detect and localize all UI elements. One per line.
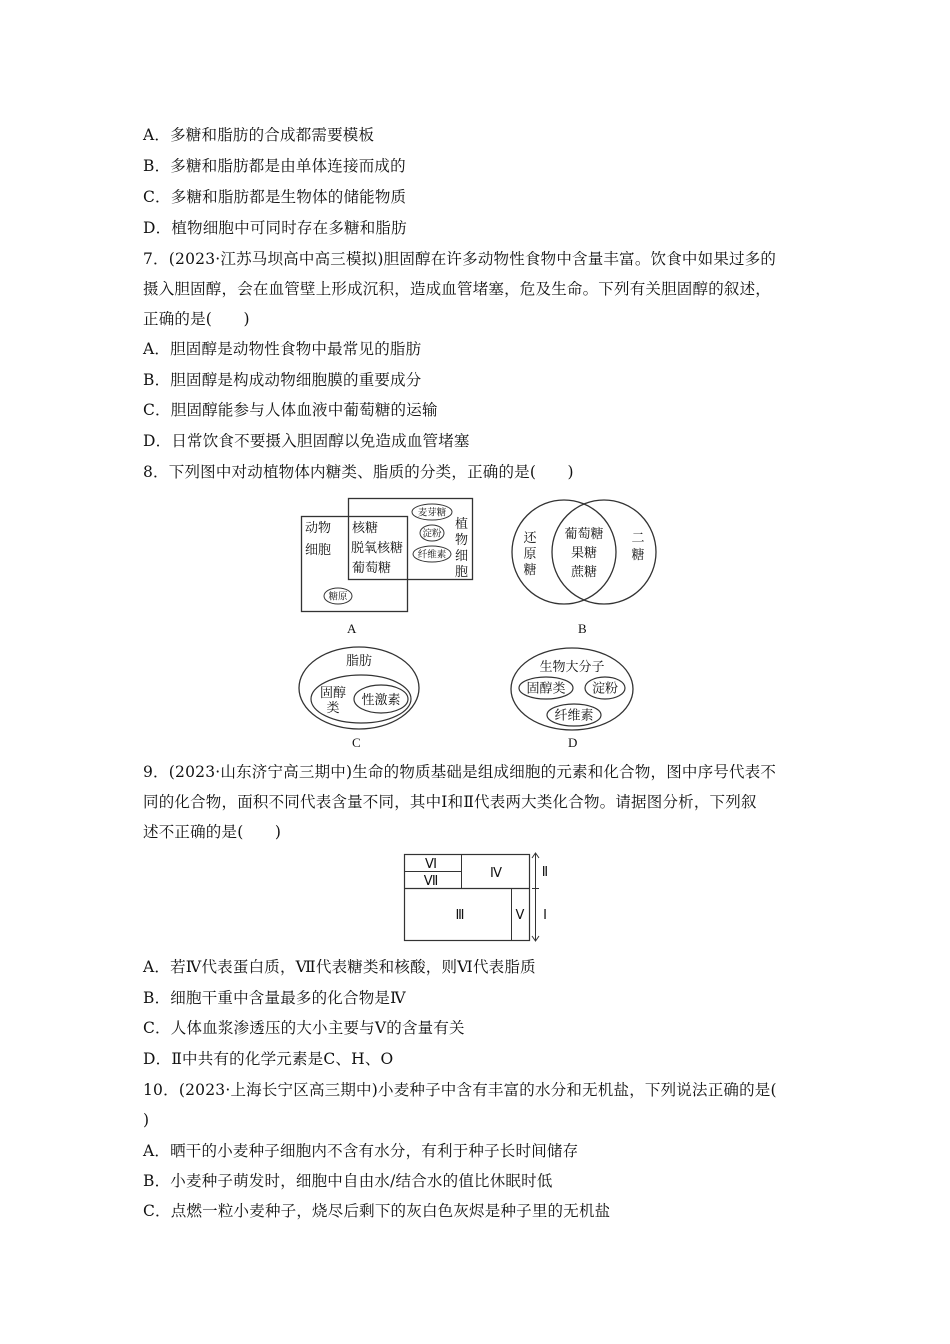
fat-label: 脂肪 [345, 654, 373, 669]
maltose-label: 麦芽糖 [417, 507, 447, 519]
reducing-sugar-2: 原 [523, 547, 537, 562]
cellulose-label: 纤维素 [417, 549, 447, 561]
q7-option-d: D．日常饮食不要摄入胆固醇以免造成血管堵塞 [143, 432, 470, 450]
animal-cell-label-1: 动物 [305, 521, 332, 536]
sterol-label-1: 固醇 [319, 686, 347, 701]
q6-option-c: C．多糖和脂肪都是生物体的储能物质 [143, 188, 407, 206]
q6-option-b: B．多糖和脂肪都是由单体连接而成的 [143, 157, 406, 175]
plant-cell-label-1: 植 [455, 517, 469, 532]
q8-figure-c-label: C [352, 735, 361, 750]
q10-option-b: B．小麦种子萌发时，细胞中自由水/结合水的值比休眠时低 [143, 1172, 553, 1190]
starch-label: 淀粉 [422, 528, 442, 540]
q7-option-a: A．胆固醇是动物性食物中最常见的脂肪 [143, 340, 422, 358]
region-iii-label: Ⅲ [455, 908, 465, 923]
group-i-label: Ⅰ [543, 908, 547, 923]
region-vii-label: Ⅶ [423, 874, 439, 889]
group-ii-label: Ⅱ [541, 865, 549, 880]
overlap-sugar-2: 果糖 [570, 546, 598, 561]
reducing-sugar-3: 糖 [523, 563, 537, 578]
q9-option-a: A．若Ⅳ代表蛋白质，Ⅶ代表糖类和核酸，则Ⅵ代表脂质 [143, 958, 536, 976]
q7-option-b: B．胆固醇是构成动物细胞膜的重要成分 [143, 371, 422, 389]
plant-cell-label-2: 物 [455, 533, 469, 548]
q8-figure-d [508, 645, 638, 733]
overlap-sugar-1: 葡萄糖 [564, 527, 604, 542]
q7-option-c: C．胆固醇能参与人体血液中葡萄糖的运输 [143, 401, 438, 419]
animal-cell-label-2: 细胞 [305, 543, 332, 558]
plant-cell-label-3: 细 [455, 549, 469, 564]
q9-figure [400, 850, 556, 944]
reducing-sugar-1: 还 [523, 531, 537, 546]
sterol-label-2: 类 [326, 701, 340, 716]
q9-option-b: B．细胞干重中含量最多的化合物是Ⅳ [143, 989, 406, 1007]
q7-stem-line2: 摄入胆固醇，会在血管壁上形成沉积，造成血管堵塞，危及生命。下列有关胆固醇的叙述， [143, 280, 772, 298]
glycogen-label: 糖原 [328, 591, 348, 603]
q8-figure-c [297, 645, 423, 731]
q8-stem: 8．下列图中对动植物体内糖类、脂质的分类，正确的是( ) [143, 463, 574, 481]
overlap-sugar-3: 蔗糖 [570, 565, 598, 580]
shared-sugar-2: 脱氧核糖 [351, 541, 404, 556]
q6-option-d: D．植物细胞中可同时存在多糖和脂肪 [143, 219, 407, 237]
disaccharide-2: 糖 [631, 548, 645, 563]
q10-option-c: C．点燃一粒小麦种子，烧尽后剩下的灰白色灰烬是种子里的无机盐 [143, 1202, 611, 1220]
starch-label: 淀粉 [591, 681, 619, 697]
plant-cell-label-4: 胞 [455, 565, 469, 580]
q9-stem-line3: 述不正确的是( ) [143, 823, 282, 841]
sterol-label: 固醇类 [526, 681, 566, 697]
q8-figure-a [296, 494, 480, 616]
sex-hormone-label: 性激素 [361, 693, 401, 708]
q6-option-a: A．多糖和脂肪的合成都需要模板 [143, 126, 375, 144]
region-v-label: Ⅴ [515, 908, 525, 923]
region-iv-label: Ⅳ [490, 866, 502, 881]
q9-stem-line1: 9．(2023·山东济宁高三期中)生命的物质基础是组成细胞的元素和化合物，图中序号代表不 [143, 763, 777, 781]
q10-stem-line2: ) [143, 1111, 150, 1129]
q7-stem-line3: 正确的是( ) [143, 310, 250, 328]
biomacromolecule-label: 生物大分子 [539, 660, 605, 675]
cellulose-label: 纤维素 [554, 708, 594, 724]
q7-stem-line1: 7．(2023·江苏马坝高中高三模拟)胆固醇在许多动物性食物中含量丰富。饮食中如果过多的 [143, 250, 777, 268]
shared-sugar-1: 核糖 [352, 521, 379, 536]
q8-figure-b-label: B [578, 621, 587, 636]
disaccharide-1: 二 [631, 531, 645, 546]
q9-option-c: C．人体血浆渗透压的大小主要与Ⅴ的含量有关 [143, 1019, 465, 1037]
q10-stem-line1: 10．(2023·上海长宁区高三期中)小麦种子中含有丰富的水分和无机盐，下列说法正确的是( [143, 1081, 777, 1099]
q8-figure-a-label: A [347, 621, 357, 636]
q9-stem-line2: 同的化合物，面积不同代表含量不同，其中Ⅰ和Ⅱ代表两大类化合物。请据图分析，下列叙 [143, 793, 757, 811]
q8-figure-d-label: D [568, 735, 578, 750]
q10-option-a: A．晒干的小麦种子细胞内不含有水分，有利于种子长时间储存 [143, 1142, 579, 1160]
shared-sugar-3: 葡萄糖 [352, 561, 392, 576]
region-vi-label: Ⅵ [425, 857, 437, 872]
q8-figure-b [508, 498, 660, 608]
q9-option-d: D．Ⅱ中共有的化学元素是C、H、O [143, 1050, 394, 1068]
